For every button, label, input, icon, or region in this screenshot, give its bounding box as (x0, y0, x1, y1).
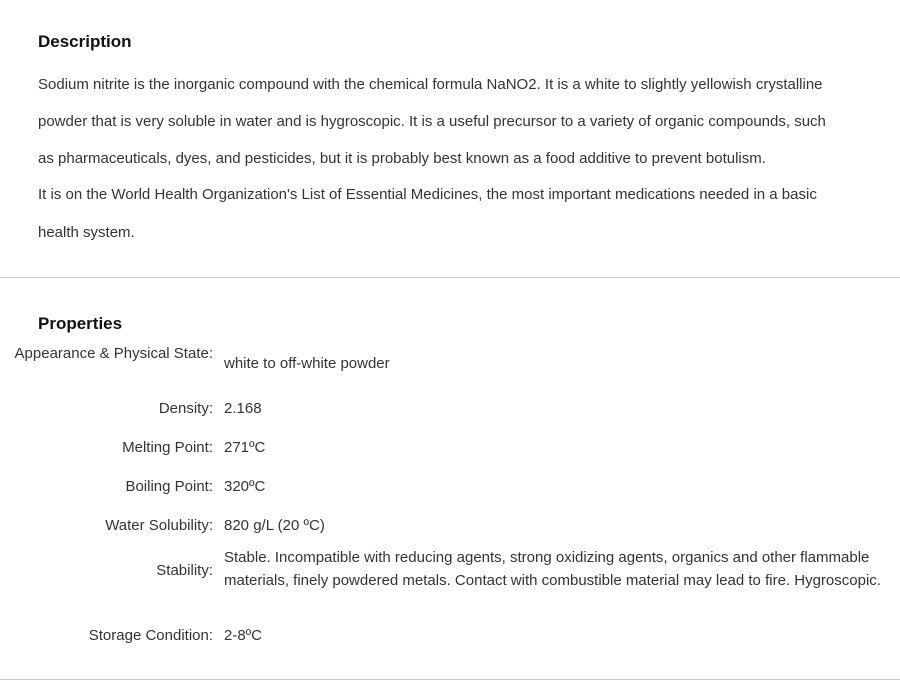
property-label-boiling-point: Boiling Point: (125, 478, 213, 495)
property-value-water-solubility: 820 g/L (20 ºC) (224, 517, 325, 534)
description-line: powder that is very soluble in water and is hygroscopic. It is a useful precursor to a variety of organic compounds, such (38, 113, 826, 130)
property-value-melting-point: 271ºC (224, 439, 266, 456)
property-label-appearance: Appearance & Physical State: (14, 345, 213, 362)
property-label-density: Density: (158, 400, 213, 417)
description-line: Sodium nitrite is the inorganic compound with the chemical formula NaNO2. It is a white to slightly yellowish crystalline (38, 76, 823, 93)
property-label-water-solubility: Water Solubility: (105, 517, 213, 534)
description-line: It is on the World Health Organization's List of Essential Medicines, the most important medications needed in a basic (38, 186, 817, 203)
property-value-stability: Stable. Incompatible with reducing agents, strong oxidizing agents, organics and other flammable materials, finely powdered metals. Contact with combustible material may lead to fire. Hygroscopic. (224, 549, 881, 589)
properties-heading: Properties (38, 314, 123, 333)
property-value-storage-condition: 2-8ºC (224, 627, 262, 644)
property-value-boiling-point: 320ºC (224, 478, 266, 495)
section-divider (0, 277, 900, 278)
description-line: health system. (38, 224, 135, 241)
description-heading: Description (38, 32, 132, 51)
property-value-appearance: white to off-white powder (224, 355, 390, 372)
property-label-storage-condition: Storage Condition: (88, 627, 213, 644)
section-divider (0, 679, 900, 680)
description-line: as pharmaceuticals, dyes, and pesticides, but it is probably best known as a food additive to prevent botulism. (38, 150, 766, 167)
property-value-density: 2.168 (224, 400, 262, 417)
property-label-melting-point: Melting Point: (122, 439, 213, 456)
property-label-stability: Stability: (156, 562, 213, 579)
